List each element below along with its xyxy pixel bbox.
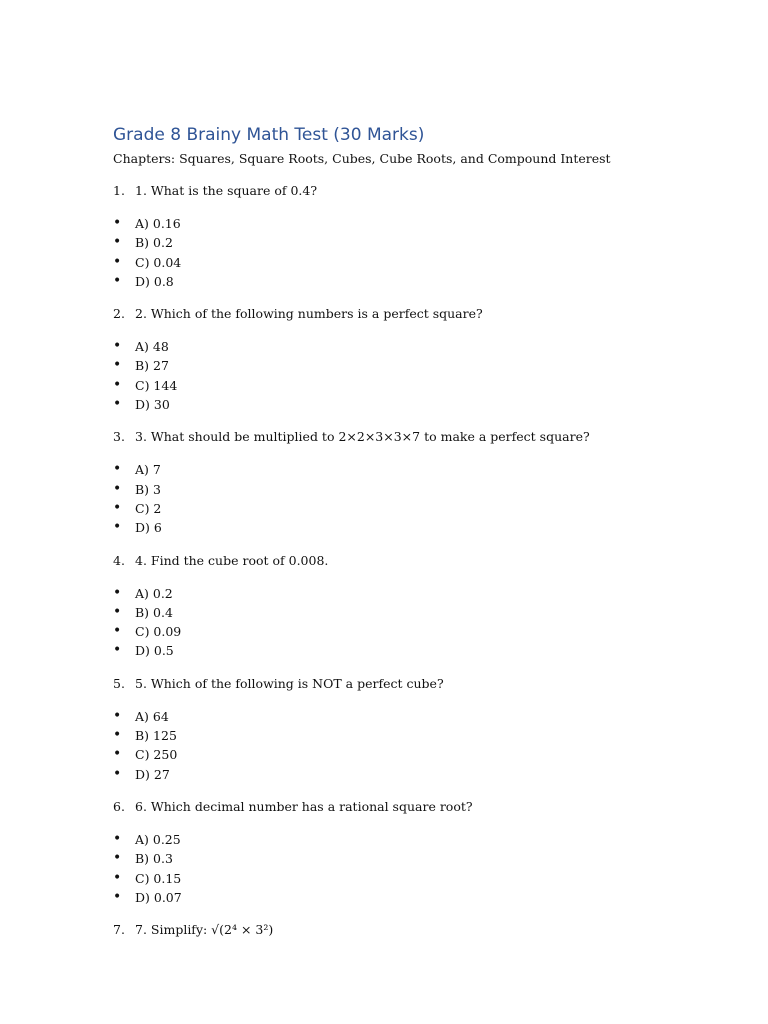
bullet-icon: • [113, 357, 122, 374]
list-item [113, 253, 713, 272]
page-subtitle: Chapters: Squares, Square Roots, Cubes, Cube Roots, and Compound Interest [113, 151, 611, 166]
question-2 [113, 305, 713, 323]
list-item [113, 337, 713, 356]
bullet-icon: • [113, 623, 122, 640]
bullet-icon: • [113, 396, 122, 413]
question-number: 3. [113, 429, 125, 445]
question-number: 6. [113, 798, 125, 814]
question-6 [113, 798, 713, 816]
bullet-icon: • [113, 376, 122, 393]
list-item [113, 888, 713, 907]
bullet-icon: • [113, 727, 122, 744]
option-text: D) 30 [135, 397, 170, 413]
bullet-icon: • [113, 888, 122, 905]
question-5 [113, 675, 713, 693]
question-number: 2. [113, 306, 125, 322]
option-text: B) 0.2 [135, 235, 173, 251]
question-3 [113, 428, 713, 446]
option-text: C) 0.09 [135, 624, 182, 640]
bullet-icon: • [113, 461, 122, 478]
list-item [113, 745, 713, 764]
option-list [113, 337, 713, 414]
question-4 [113, 552, 713, 570]
option-text: D) 27 [135, 766, 170, 782]
question-text: 4. Find the cube root of 0.008. [135, 552, 329, 568]
list-item [113, 233, 713, 252]
option-text: D) 0.5 [135, 643, 174, 659]
option-list [113, 214, 713, 291]
bullet-icon: • [113, 642, 122, 659]
option-text: A) 0.2 [135, 585, 173, 601]
list-item [113, 376, 713, 395]
bullet-icon: • [113, 746, 122, 763]
option-text: B) 125 [135, 728, 177, 744]
question-number: 7. [113, 922, 125, 938]
bullet-icon: • [113, 869, 122, 886]
bullet-icon: • [113, 480, 122, 497]
list-item [113, 707, 713, 726]
list-item [113, 726, 713, 745]
page-title: Grade 8 Brainy Math Test (30 Marks) [113, 125, 425, 145]
question-number: 1. [113, 183, 125, 198]
bullet-icon: • [113, 603, 122, 620]
question-1 [113, 182, 713, 200]
list-item [113, 460, 713, 479]
option-text: D) 0.07 [135, 889, 182, 905]
bullet-icon: • [113, 272, 122, 289]
option-text: D) 6 [135, 520, 162, 536]
bullet-icon: • [113, 253, 122, 270]
bullet-icon: • [113, 707, 122, 724]
list-item [113, 830, 713, 849]
option-text: B) 27 [135, 358, 169, 374]
list-item [113, 395, 713, 414]
option-text: B) 0.4 [135, 604, 173, 620]
list-item [113, 869, 713, 888]
option-text: A) 48 [135, 339, 169, 355]
question-number: 5. [113, 675, 125, 691]
question-number: 4. [113, 552, 125, 568]
list-item [113, 641, 713, 660]
option-text: A) 64 [135, 708, 169, 724]
list-item [113, 480, 713, 499]
list-item [113, 584, 713, 603]
list-item [113, 765, 713, 784]
option-text: A) 0.25 [135, 831, 181, 847]
bullet-icon: • [113, 830, 122, 847]
option-list [113, 584, 713, 661]
option-text: D) 0.8 [135, 273, 174, 289]
option-text: B) 3 [135, 481, 161, 497]
bullet-icon: • [113, 215, 122, 231]
option-text: C) 0.15 [135, 870, 182, 886]
list-item [113, 499, 713, 518]
bullet-icon: • [113, 584, 122, 601]
list-item [113, 214, 713, 233]
question-7 [113, 921, 713, 939]
option-list [113, 830, 713, 907]
option-text: B) 0.3 [135, 851, 173, 867]
list-item [113, 356, 713, 375]
list-item [113, 272, 713, 291]
list-item [113, 603, 713, 622]
document-page [113, 122, 713, 939]
bullet-icon: • [113, 765, 122, 782]
question-text: 3. What should be multiplied to 2×2×3×3×7 to make a perfect square? [135, 429, 590, 445]
option-text: C) 144 [135, 377, 178, 393]
bullet-icon: • [113, 234, 122, 251]
bullet-icon: • [113, 499, 122, 516]
question-text: 7. Simplify: √(2⁴ × 3²) [135, 922, 274, 938]
list-item [113, 518, 713, 537]
option-list [113, 460, 713, 537]
option-list [113, 707, 713, 784]
list-item [113, 849, 713, 868]
question-text: 1. What is the square of 0.4? [135, 183, 318, 198]
option-text: C) 0.04 [135, 254, 182, 270]
option-text: A) 7 [135, 462, 161, 478]
bullet-icon: • [113, 850, 122, 867]
question-text: 2. Which of the following numbers is a perfect square? [135, 306, 483, 322]
option-text: C) 2 [135, 500, 162, 516]
question-text: 6. Which decimal number has a rational square root? [135, 798, 473, 814]
question-text: 5. Which of the following is NOT a perfect cube? [135, 675, 444, 691]
option-text: A) 0.16 [135, 216, 181, 231]
bullet-icon: • [113, 519, 122, 536]
option-text: C) 250 [135, 747, 178, 763]
bullet-icon: • [113, 338, 122, 355]
list-item [113, 622, 713, 641]
